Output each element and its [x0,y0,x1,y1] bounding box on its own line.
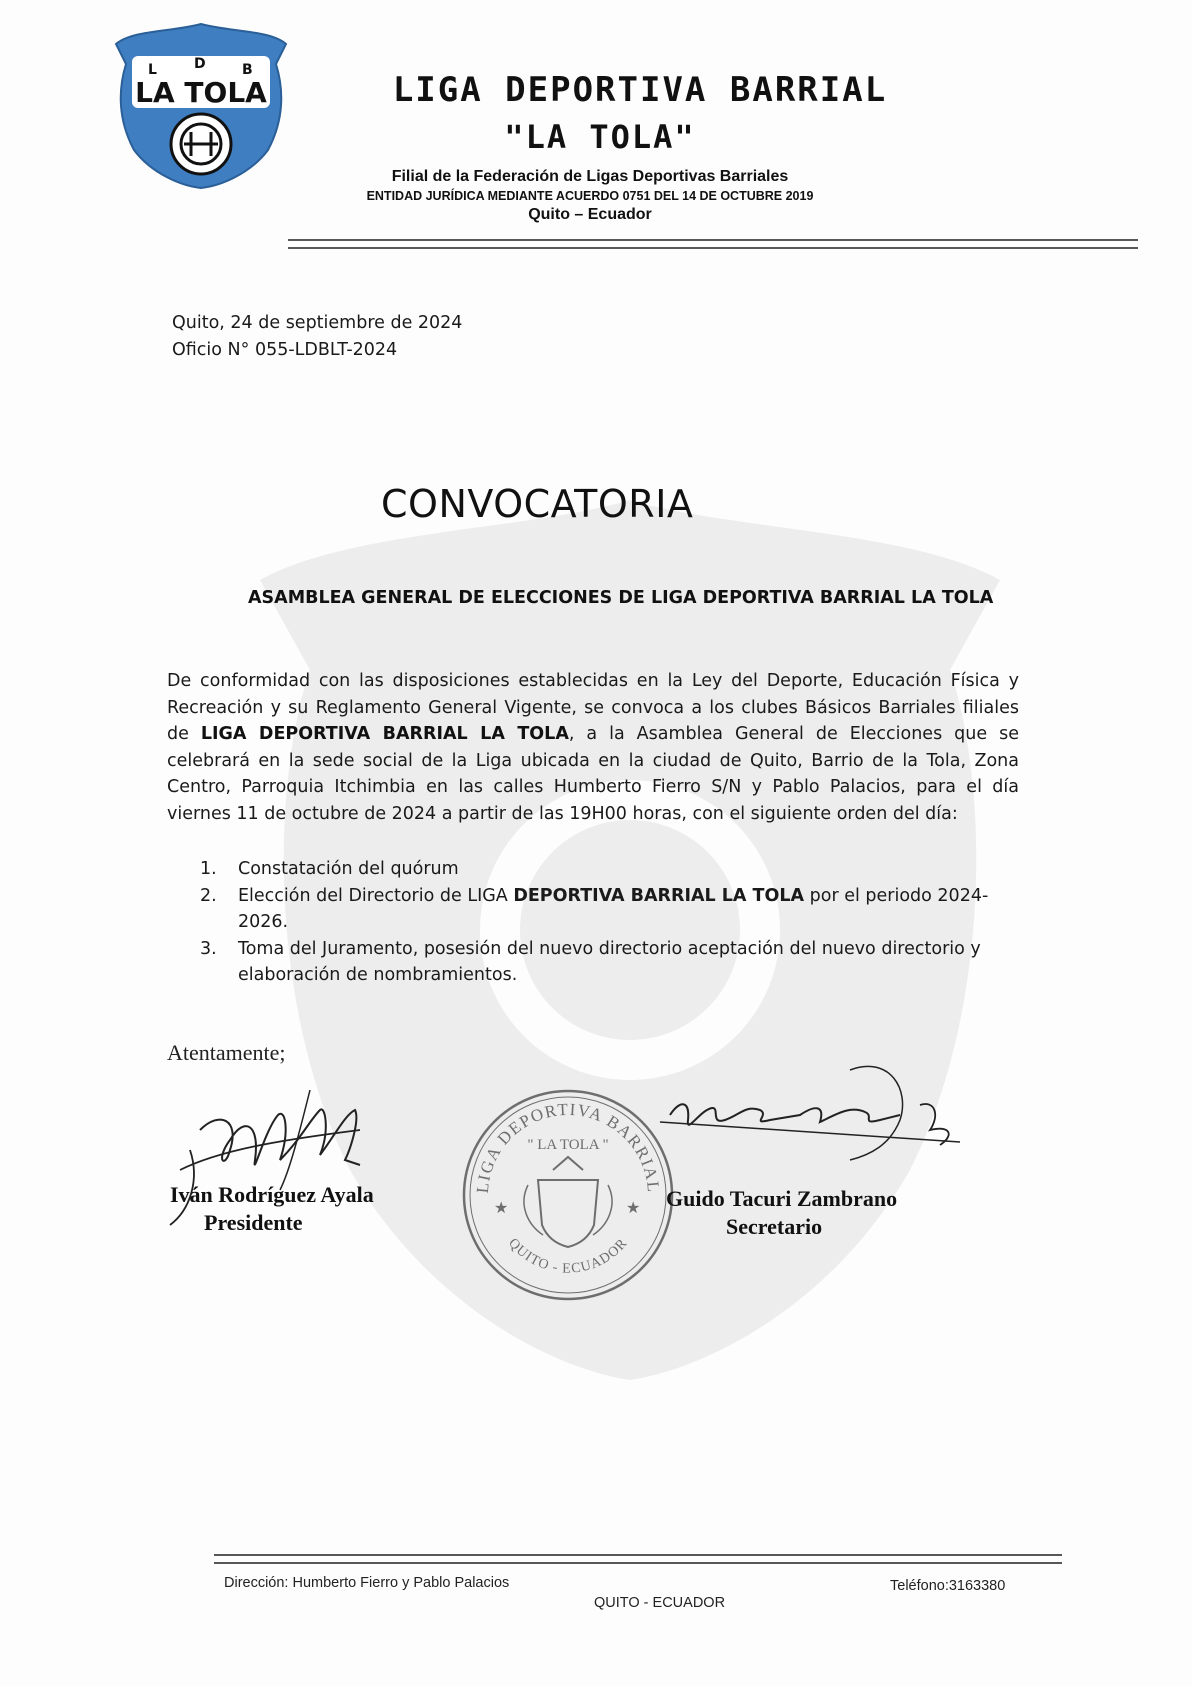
letter-date: Quito, 24 de septiembre de 2024 [172,313,463,333]
body-text-2: , a la Asamblea General de Elecciones que se celebrará en la sede social de la Liga ubicada en la ciudad de Quito, Barrio de la Tola, Zona Centro, Parroquia Itchimbia en las calles Humberto Fierro S/N y Pablo Palacios, para el día viernes 11 de octubre de 2024 a partir de las 19H00 horas, con el siguiente orden del día: [167,724,1019,824]
logo-initial-d: D [194,56,206,72]
star-icon: ★ [494,1198,509,1217]
agenda-list [200,856,1030,989]
document-title: CONVOCATORIA [381,482,694,526]
president-name: Iván Rodríguez Ayala [170,1182,374,1207]
body-text-bold: LIGA DEPORTIVA BARRIAL LA TOLA [200,724,569,744]
seal-top-text: LIGA DEPORTIVA BARRIAL [472,1099,664,1195]
body-paragraph [167,668,1019,827]
closing-salutation: Atentamente; [167,1040,286,1065]
footer-phone: Teléfono:3163380 [890,1578,1006,1594]
official-seal [458,1085,678,1305]
agenda-item [200,936,1030,989]
footer-city: QUITO - ECUADOR [594,1595,726,1611]
logo-initial-b: B [242,62,253,78]
svg-text:QUITO - ECUADOR [505,1236,631,1277]
agenda-text: Toma del Juramento, posesión del nuevo directorio aceptación del nuevo directorio y elaboración de nombramientos. [238,938,981,985]
document-subtitle: ASAMBLEA GENERAL DE ELECCIONES DE LIGA DEPORTIVA BARRIAL LA TOLA [248,588,994,608]
secretary-signature [650,1060,970,1190]
agenda-text: Constatación del quórum [238,859,459,879]
seal-inner-text: " LA TOLA " [527,1137,609,1153]
footer-address: Dirección: Humberto Fierro y Pablo Palacios [224,1575,510,1591]
org-name: LIGA DEPORTIVA BARRIAL [392,70,888,110]
agenda-text-bold: DEPORTIVA BARRIAL LA TOLA [513,885,805,906]
letter-reference: Oficio N° 055-LDBLT-2024 [172,340,398,360]
agenda-text-end: por el periodo 2024-2026. [238,885,989,932]
footer-divider [214,1553,1062,1567]
logo-text: LA TOLA [135,76,267,109]
secretary-role: Secretario [726,1214,823,1239]
agenda-item [200,856,1030,883]
agenda-number: 1. [200,859,217,879]
affiliation: Filial de la Federación de Ligas Deportivas Barriales [391,168,789,185]
league-logo [112,20,290,190]
secretary-name: Guido Tacuri Zambrano [666,1186,898,1211]
seal-bottom-text: QUITO - ECUADOR [505,1235,631,1277]
logo-initial-l: L [148,62,157,78]
agenda-number: 3. [200,938,217,959]
agenda-text: Elección del Directorio de LIGA [238,885,514,906]
body-text-1: De conformidad con las disposiciones establecidas en la Ley del Deporte, Educación Física y Recreación y su Reglamento General Vigente, se convoca a los clubes Básicos Barriales filiales de [167,671,1019,744]
star-icon: ★ [626,1198,641,1217]
header-divider [288,238,1138,252]
legal-entity: ENTIDAD JURÍDICA MEDIANTE ACUERDO 0751 DEL 14 DE OCTUBRE 2019 [366,189,814,203]
agenda-item [200,883,1030,936]
org-nickname: "LA TOLA" [504,118,696,156]
agenda-number: 2. [200,885,217,906]
president-role: Presidente [204,1210,303,1235]
header-city: Quito – Ecuador [528,206,652,223]
